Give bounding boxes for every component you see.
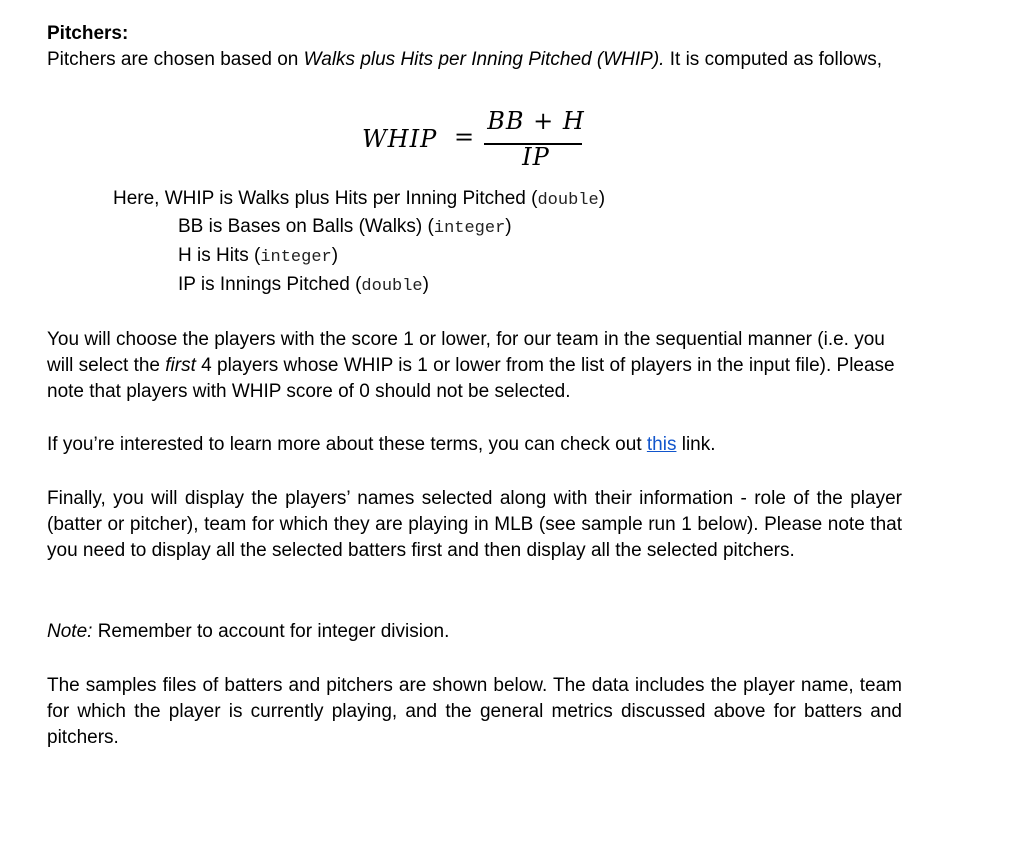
definition-text: H is Hits [178, 245, 254, 266]
formula-numerator: BB + H [487, 107, 585, 135]
formula-equals: = [454, 123, 475, 151]
definition-type: integer [433, 219, 506, 238]
definition-h: H is Hits (integer) [178, 245, 339, 267]
intro-before: Pitchers are chosen based on [47, 49, 304, 70]
selection-paragraph [47, 327, 907, 405]
learn-more-before: If you’re interested to learn more about these terms, you can check out [47, 434, 647, 455]
definition-type: integer [260, 248, 332, 267]
formula-denominator: IP [522, 143, 550, 171]
display-paragraph: Finally, you will display the players’ names selected along with their information - role of the player (batter or pitcher), team for which they are playing in MLB (see sample run 1 below). Please note that you need to display all the selected batters first and then display all the selected pitchers. [47, 488, 902, 561]
definition-type: double [537, 191, 599, 210]
intro-emphasis: Walks plus Hits per Inning Pitched (WHIP). [303, 49, 665, 70]
definition-type: double [361, 277, 423, 296]
whip-formula [362, 108, 592, 180]
samples-paragraph: The samples files of batters and pitchers are shown below. The data includes the player name, team for which the player is currently playing, and the general metrics discussed above for batters and pitchers. [47, 675, 902, 748]
this-link[interactable]: this [646, 434, 677, 455]
definition-text: Here, WHIP is Walks plus Hits per Inning Pitched [113, 188, 532, 209]
definition-ip: IP is Innings Pitched (double) [178, 274, 429, 296]
intro-paragraph [47, 47, 902, 73]
selection-emphasis: first [165, 355, 196, 376]
definition-whip: Here, WHIP is Walks plus Hits per Inning Pitched (double) [113, 188, 606, 210]
definition-text: IP is Innings Pitched [178, 274, 356, 295]
learn-more-paragraph [47, 432, 907, 458]
note-label: Note: [47, 621, 93, 642]
formula-lhs: WHIP [362, 125, 438, 153]
note-text: Remember to account for integer division. [92, 621, 450, 642]
definition-text: BB is Bases on Balls (Walks) [178, 216, 428, 237]
learn-more-after: link. [676, 434, 716, 455]
definition-bb: BB is Bases on Balls (Walks) (integer) [178, 216, 512, 238]
section-heading: Pitchers: [47, 23, 129, 44]
selection-before: You will choose the players with the score 1 or lower, for our team in the sequential manner (i.e. you will select the [47, 329, 885, 376]
note-paragraph [47, 619, 907, 645]
intro-after: It is computed as follows, [664, 49, 882, 70]
selection-after: 4 players whose WHIP is 1 or lower from the list of players in the input file). Please note that players with WHIP score of 0 should not be selected. [47, 355, 895, 402]
